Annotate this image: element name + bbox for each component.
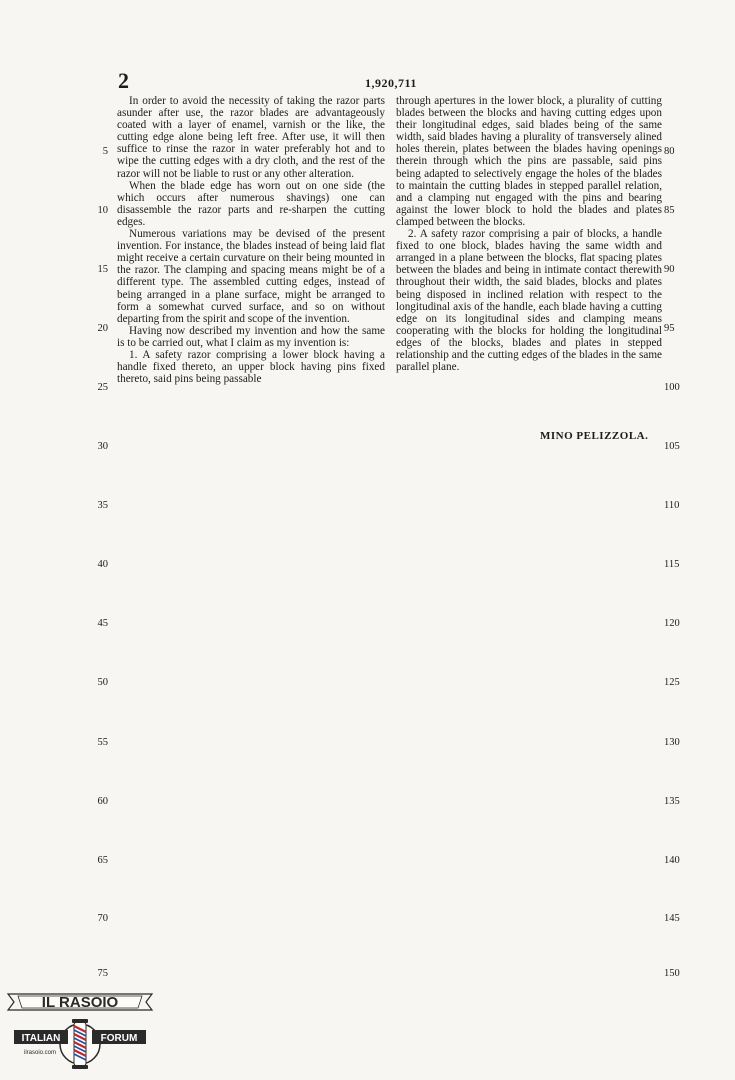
claim-2: 2. A safety razor comprising a pair of blocks, a handle fixed to one block, blades having the same width and arranged in a plane between the blocks, flat spacing plates between the blades and being in intimate contact therewith throughout their width, the said blades, blocks and plates being disposed in inclined relation with respect to the longitudinal axis of the handle, each blade having a cutting edge on its longitudinal sides and clamping means cooperating with the blocks for holding the longitudinal edges of the blocks, blades and plates in stepped relationship and the cutting edges of the blades in the same parallel plane. [396, 228, 662, 374]
line-number: 10 [97, 205, 108, 216]
paragraph: Having now described my invention and how the same is to be carried out, what I claim as my invention is: [117, 324, 385, 349]
claim-1-start: 1. A safety razor comprising a lower block having a handle fixed thereto, an upper block having pins fixed thereto, said pins being passable [117, 348, 385, 386]
left-column [117, 95, 385, 385]
logo-site: ilrasoio.com [23, 1050, 57, 1056]
line-number: 145 [664, 913, 680, 924]
line-number: 135 [664, 796, 680, 807]
line-number: 25 [97, 382, 108, 393]
page-number: 2 [118, 68, 129, 93]
logo-title: IL RASOIO [41, 994, 119, 1011]
line-number: 125 [664, 677, 680, 688]
il-rasoio-forum-logo [4, 986, 156, 1078]
line-number: 70 [97, 913, 108, 924]
line-number: 45 [97, 618, 108, 629]
line-number: 105 [664, 441, 680, 452]
line-number: 30 [97, 441, 108, 452]
logo-subtitle-left: ITALIAN [21, 1033, 61, 1044]
line-number: 80 [664, 146, 675, 157]
line-number: 15 [97, 264, 108, 275]
line-number: 100 [664, 382, 680, 393]
paragraph: When the blade edge has worn out on one side (the which occurs after numerous shavings) one can disassemble the razor parts and re-sharpen the cutting edges. [117, 179, 385, 228]
line-number: 65 [97, 855, 108, 866]
paragraph: Numerous variations may be devised of the present invention. For instance, the blades instead of being laid flat might receive a certain curvature on their being mounted in the razor. The clamping and spacing means might be of a different type. The assembled cutting edges, instead of being arranged in a plane surface, might be arranged to form a somewhat curved surface, and so on without departing from the spirit and scope of the invention. [117, 228, 385, 325]
claim-1-continued: through apertures in the lower block, a plurality of cutting blades between the blocks and having cutting edges upon their longitudinal edges, said blades being of the same width, said blades having a plurality of transversely alined holes therein, plates between the blades having openings therein through which the pins are passable, said pins being adapted to selectively engage the holes of the blades to maintain the cutting blades in stepped parallel relation, and a clamping nut engaged with the pins and bearing against the lower block to hold the blades and plates clamped between the blocks. [396, 95, 662, 228]
line-number: 110 [664, 500, 680, 511]
line-number: 150 [664, 968, 680, 979]
patent-number: 1,920,711 [365, 76, 417, 90]
line-number: 130 [664, 737, 680, 748]
line-number: 35 [97, 500, 108, 511]
line-number: 115 [664, 559, 680, 570]
line-number: 50 [97, 677, 108, 688]
paragraph: In order to avoid the necessity of taking the razor parts asunder after use, the razor blades are advantageously coated with a layer of enamel, varnish or the like, the cutting edge alone being left free. After use, it will then suffice to rinse the razor in water preferably hot and to wipe the cutting edges with a dry cloth, and the rest of the razor will not be liable to rust or any other alteration. [117, 95, 385, 180]
line-number: 5 [102, 146, 108, 157]
line-number: 55 [97, 737, 108, 748]
line-number: 40 [97, 559, 108, 570]
line-number: 90 [664, 264, 675, 275]
line-number: 20 [97, 323, 108, 334]
line-number: 60 [97, 796, 108, 807]
line-number: 75 [97, 968, 108, 979]
right-column [396, 95, 662, 373]
line-number: 85 [664, 205, 675, 216]
inventor-signature: MINO PELIZZOLA. [540, 430, 649, 442]
line-number: 95 [664, 323, 675, 334]
line-number: 140 [664, 855, 680, 866]
logo-subtitle-right: FORUM [100, 1033, 138, 1044]
line-number: 120 [664, 618, 680, 629]
